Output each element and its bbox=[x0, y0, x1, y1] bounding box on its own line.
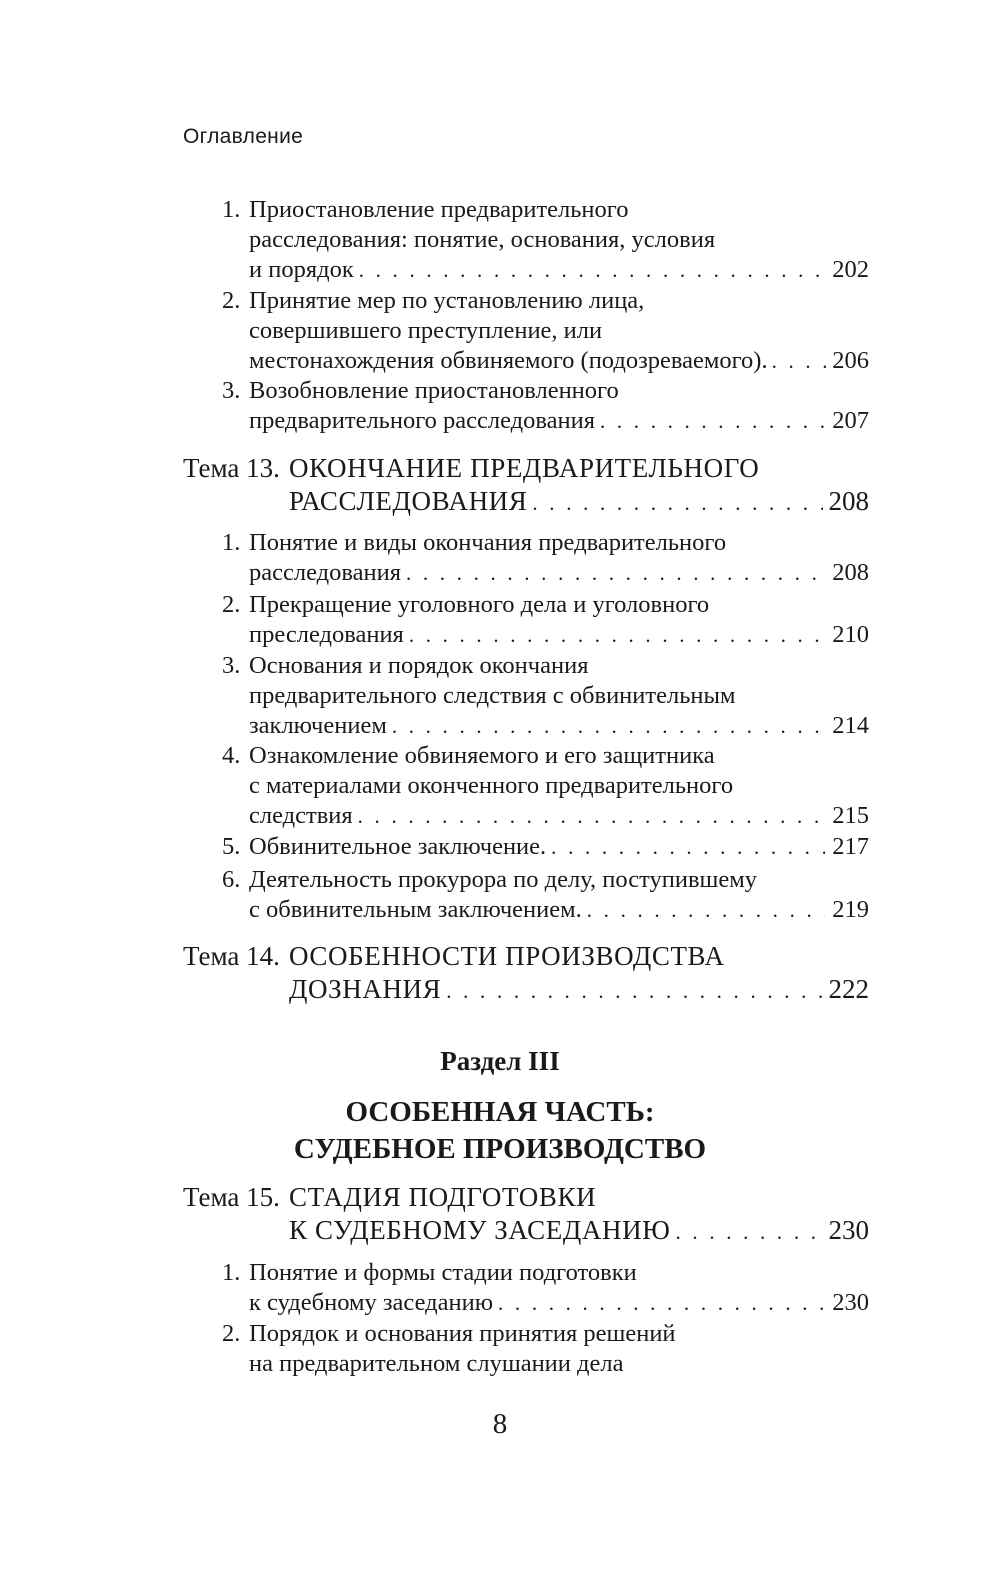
entry-page: 215 bbox=[832, 802, 869, 829]
entry-page: 217 bbox=[832, 833, 869, 860]
topic-title-line: ОСОБЕННОСТИ ПРОИЗВОДСТВА bbox=[289, 941, 725, 971]
entry-title-line: Основания и порядок окончания bbox=[249, 652, 589, 679]
section-label: Раздел III bbox=[440, 1046, 560, 1076]
topic-title-line: СТАДИЯ ПОДГОТОВКИ bbox=[289, 1182, 597, 1212]
dot-leader bbox=[498, 1288, 825, 1318]
entry-page: 210 bbox=[832, 621, 869, 648]
entry-title-line: Деятельность прокурора по делу, поступившему bbox=[249, 866, 758, 893]
dot-leader bbox=[532, 487, 822, 520]
entry-number: 3. bbox=[222, 377, 241, 404]
entry-title-line: на предварительном слушании дела bbox=[249, 1350, 624, 1377]
entry-title-line: Обвинительное заключение. bbox=[249, 833, 547, 860]
topic-number: Тема 15. bbox=[183, 1182, 280, 1212]
topic-title-line: К СУДЕБНОМУ ЗАСЕДАНИЮ bbox=[289, 1215, 671, 1245]
entry-page: 206 bbox=[832, 347, 869, 374]
section-title-line: СУДЕБНОЕ ПРОИЗВОДСТВО bbox=[293, 1133, 707, 1165]
entry-number: 2. bbox=[222, 287, 241, 314]
entry-title-line: следствия bbox=[249, 802, 353, 829]
page-number: 8 bbox=[492, 1408, 508, 1440]
entry-title-line: Принятие мер по установлению лица, bbox=[249, 287, 645, 314]
entry-title-line: Прекращение уголовного дела и уголовного bbox=[249, 591, 710, 618]
topic-number: Тема 14. bbox=[183, 941, 280, 971]
section-title bbox=[0, 1094, 1000, 1168]
entry-number: 5. bbox=[222, 833, 241, 860]
entry-number: 6. bbox=[222, 866, 241, 893]
entry-title-line: к судебному заседанию bbox=[249, 1289, 494, 1316]
entry-page: 219 bbox=[832, 896, 869, 923]
dot-leader bbox=[359, 255, 825, 285]
entry-number: 2. bbox=[222, 1320, 241, 1347]
topic-title-line: РАССЛЕДОВАНИЯ bbox=[289, 486, 528, 516]
entry-page: 214 bbox=[832, 712, 869, 739]
dot-leader bbox=[587, 895, 825, 925]
entry-title-line: преследования bbox=[249, 621, 404, 648]
entry-page: 230 bbox=[832, 1289, 869, 1316]
entry-page: 207 bbox=[832, 407, 869, 434]
entry-number: 1. bbox=[222, 529, 241, 556]
entry-title-line: расследования bbox=[249, 559, 401, 586]
entry-title-line: и порядок bbox=[249, 256, 354, 283]
entry-number: 3. bbox=[222, 652, 241, 679]
dot-leader bbox=[600, 406, 825, 436]
entry-title-line: Приостановление предварительного bbox=[249, 196, 629, 223]
dot-leader bbox=[772, 346, 827, 376]
section-title-line: ОСОБЕННАЯ ЧАСТЬ: bbox=[345, 1096, 655, 1128]
entry-title-line: заключением bbox=[249, 712, 387, 739]
running-head: Оглавление bbox=[183, 125, 304, 148]
entry-title-line: Понятие и виды окончания предварительного bbox=[249, 529, 727, 556]
entry-title-line: Порядок и основания принятия решений bbox=[249, 1320, 676, 1347]
entry-title-line: расследования: понятие, основания, условия bbox=[249, 226, 716, 253]
dot-leader bbox=[676, 1216, 823, 1249]
dot-leader bbox=[409, 620, 825, 650]
entry-title-line: местонахождения обвиняемого (подозреваемого). bbox=[249, 347, 768, 374]
entry-number: 2. bbox=[222, 591, 241, 618]
entry-number: 4. bbox=[222, 742, 241, 769]
entry-title-line: с обвинительным заключением. bbox=[249, 896, 582, 923]
entry-title-line: с материалами оконченного предварительного bbox=[249, 772, 734, 799]
topic-page: 208 bbox=[828, 486, 869, 516]
dot-leader bbox=[446, 975, 822, 1008]
entry-number: 1. bbox=[222, 196, 241, 223]
entry-number: 1. bbox=[222, 1259, 241, 1286]
topic-page: 222 bbox=[828, 974, 869, 1004]
entry-title-line: предварительного расследования bbox=[249, 407, 595, 434]
entry-title-line: Ознакомление обвиняемого и его защитника bbox=[249, 742, 715, 769]
topic-title-line: ОКОНЧАНИЕ ПРЕДВАРИТЕЛЬНОГО bbox=[289, 453, 760, 483]
topic-number: Тема 13. bbox=[183, 453, 280, 483]
topic-title-line: ДОЗНАНИЯ bbox=[289, 974, 442, 1004]
dot-leader bbox=[358, 801, 825, 831]
dot-leader bbox=[551, 832, 825, 862]
dot-leader bbox=[406, 558, 825, 588]
entry-page: 208 bbox=[832, 559, 869, 586]
topic-page: 230 bbox=[828, 1215, 869, 1245]
entry-title-line: Возобновление приостановленного bbox=[249, 377, 619, 404]
dot-leader bbox=[392, 711, 825, 741]
entry-page: 202 bbox=[832, 256, 869, 283]
entry-title-line: совершившего преступление, или bbox=[249, 317, 603, 344]
entry-title-line: предварительного следствия с обвинительным bbox=[249, 682, 736, 709]
entry-title-line: Понятие и формы стадии подготовки bbox=[249, 1259, 637, 1286]
